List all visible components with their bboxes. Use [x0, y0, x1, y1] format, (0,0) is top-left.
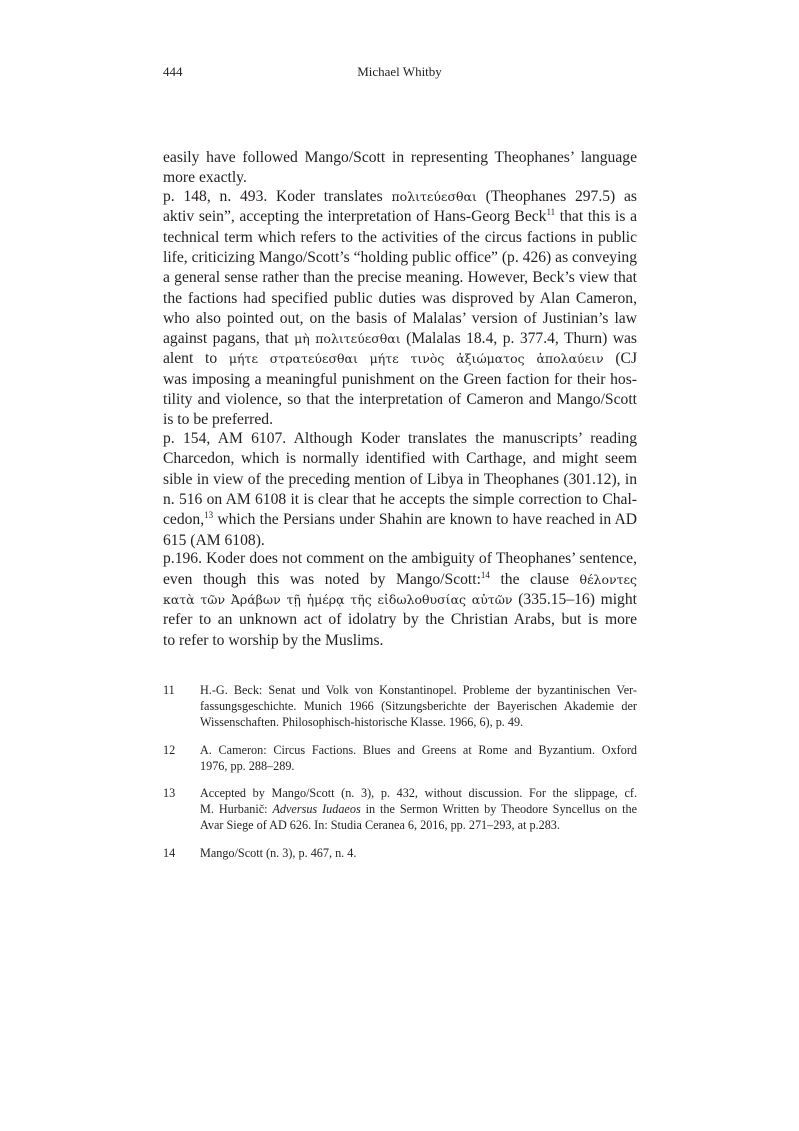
text-run: the clause: [489, 570, 580, 588]
paragraph: [163, 429, 637, 551]
text-run: more exactly.: [163, 169, 247, 187]
footnote: [163, 682, 637, 731]
text-line: [163, 470, 637, 490]
footnote: [163, 742, 637, 774]
text-run: (Malalas 18.4, p. 377.4, Thurn) was: [406, 330, 637, 348]
running-head: Michael Whitby: [357, 64, 442, 79]
text-run: cedon,: [163, 511, 205, 529]
text-run: against pagans, that: [163, 330, 295, 348]
text-run: the factions had specified public duties was disproved by Alan Cameron,: [163, 289, 637, 307]
text-run: alent to: [163, 350, 229, 368]
text-run: technical term which refers to the activities of the circus factions in public: [163, 228, 637, 246]
page-number: 444: [163, 64, 183, 79]
greek-text: πολιτεύεσθαι: [391, 189, 477, 205]
text-line: [163, 510, 637, 530]
text-run: even though this was noted by Mango/Scott:: [163, 570, 481, 588]
greek-text: μὴ πολιτεύεσθαι: [294, 331, 401, 347]
text-line: [200, 742, 637, 758]
text-run: a general sense rather than the precise meaning. However, Beck’s view that: [163, 269, 637, 287]
text-run: n. 516 on AM 6108 it is clear that he accepts the simple correction to Chal-: [163, 491, 637, 509]
body-text: [163, 148, 637, 650]
text-run: 615 (AM 6108).: [163, 531, 265, 549]
italic-title: Adversus Iudaeos: [272, 802, 361, 817]
text-line: [163, 390, 637, 410]
text-run: Wissenschaften. Philosophisch-historische Klasse. 1966, 6), p. 49.: [200, 715, 524, 730]
text-run: who also pointed out, on the basis of Malalas’ version of Justinian’s law: [163, 309, 637, 327]
text-line: [163, 549, 637, 569]
text-line: [163, 531, 637, 551]
footnotes: [163, 682, 637, 872]
text-run: that this is a: [555, 208, 637, 226]
text-line: [163, 168, 637, 188]
text-line: [200, 682, 637, 698]
footnote-number: 14: [163, 845, 176, 860]
text-line: [200, 845, 637, 861]
text-run: p. 148, n. 493. Koder translates: [163, 188, 392, 206]
text-run: fassungsgeschichte. Munich 1966 (Sitzungsberichte der Bayerischen Akademie der: [200, 699, 637, 714]
text-run: (Theophanes 297.5) as: [485, 188, 637, 206]
text-run: refer to an unknown act of idolatry by the Christian Arabs, but is more: [163, 611, 637, 629]
text-line: [200, 817, 637, 833]
text-line: [163, 631, 637, 651]
text-line: [163, 309, 637, 329]
text-line: [163, 228, 637, 248]
greek-text: θέλοντες: [579, 571, 637, 587]
paragraph: [163, 148, 637, 189]
footnote-number: 13: [163, 785, 176, 800]
text-line: [163, 268, 637, 288]
text-line: [200, 785, 637, 801]
text-run: Accepted by Mango/Scott (n. 3), p. 432, without discussion. For the slippage, cf.: [200, 785, 637, 800]
footnote: [163, 845, 637, 861]
text-run: sible in view of the preceding mention of Libya in Theophanes (301.12), in: [163, 470, 637, 488]
text-run: M. Hurbanič:: [200, 802, 273, 817]
text-line: [163, 410, 637, 430]
footnote-number: 11: [163, 683, 175, 697]
text-line: [163, 349, 637, 369]
text-line: [163, 370, 637, 390]
text-run: tility and violence, so that the interpretation of Cameron and Mango/Scott: [163, 391, 637, 409]
text-run: Avar Siege of AD 626. In: Studia Ceranea 6, 2016, pp. 271–293, at p.283.: [200, 818, 560, 833]
footnote-ref[interactable]: 13: [204, 510, 214, 521]
text-run: to refer to worship by the Muslims.: [163, 631, 384, 649]
text-line: [200, 801, 637, 817]
text-line: [163, 207, 637, 227]
text-run: p. 154, AM 6107. Although Koder translates the manuscripts’ reading: [163, 430, 637, 448]
text-line: [163, 429, 637, 449]
greek-text: μήτε στρατεύεσθαι μήτε τινὸς ἀξιώματος ἀπολαύειν: [228, 351, 604, 367]
text-line: [163, 329, 637, 349]
text-line: [200, 714, 637, 730]
paragraph: [163, 549, 637, 650]
text-run: which the Persians under Shahin are known to have reached in AD: [213, 511, 637, 529]
text-run: Mango/Scott (n. 3), p. 467, n. 4.: [200, 845, 357, 860]
text-run: easily have followed Mango/Scott in representing Theophanes’ language: [163, 149, 637, 166]
text-line: [163, 590, 637, 610]
text-run: life, criticizing Mango/Scott’s “holding public office” (p. 426) as conveying: [163, 248, 637, 266]
footnote-ref[interactable]: 11: [546, 207, 556, 218]
text-run: p.196. Koder does not comment on the ambiguity of Theophanes’ sentence,: [163, 550, 637, 568]
text-line: [163, 148, 637, 168]
paragraph: [163, 187, 637, 431]
text-line: [163, 610, 637, 630]
text-run: in the Sermon Written by Theodore Syncellus on the: [360, 802, 637, 817]
greek-text: κατὰ τῶν Ἀράβων τῇ ἡμέρᾳ τῆς εἰδωλοθυσίας αὐτῶν: [163, 592, 513, 608]
text-run: aktiv sein”, accepting the interpretation of Hans-Georg Beck: [163, 208, 547, 226]
footnote-number: 12: [163, 742, 176, 757]
footnote: [163, 785, 637, 834]
text-run: (335.15–16) might: [518, 591, 637, 609]
text-line: [163, 187, 637, 207]
text-line: [163, 248, 637, 268]
text-run: was imposing a meaningful punishment on the Green faction for their hos-: [163, 370, 637, 388]
text-run: H.-G. Beck: Senat und Volk von Konstantinopel. Probleme der byzantinischen Ver-: [200, 683, 637, 697]
text-run: Charcedon, which is normally identified with Carthage, and might seem: [163, 450, 637, 468]
text-line: [200, 698, 637, 714]
text-line: [163, 570, 637, 590]
text-run: A. Cameron: Circus Factions. Blues and Greens at Rome and Byzantium. Oxford: [200, 742, 637, 757]
text-line: [163, 490, 637, 510]
text-line: [200, 758, 637, 774]
text-line: [163, 449, 637, 469]
footnote-ref[interactable]: 14: [480, 569, 490, 580]
text-run: is to be preferred.: [163, 411, 273, 429]
text-line: [163, 289, 637, 309]
text-run: 1976, pp. 288–289.: [200, 758, 295, 773]
text-run: (CJ: [615, 350, 637, 368]
